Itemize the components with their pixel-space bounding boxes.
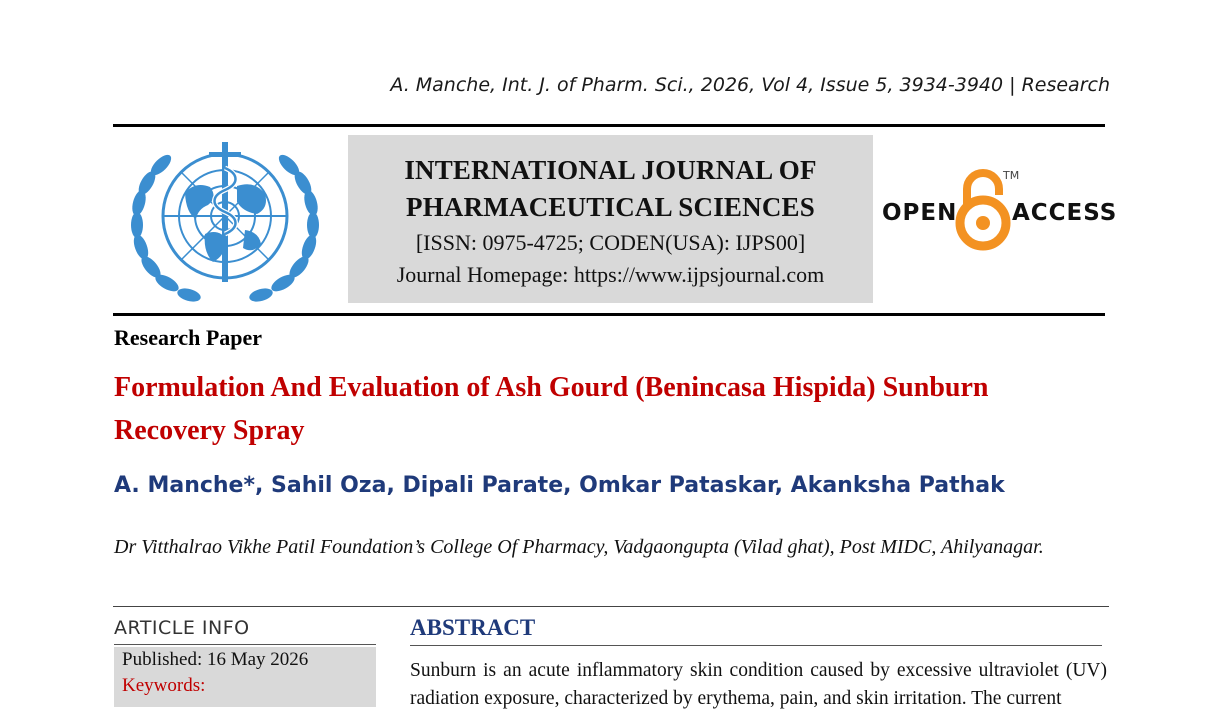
un-medical-emblem-icon (125, 138, 325, 304)
paper-type-label: Research Paper (114, 325, 263, 350)
open-access-access-text: ACCESS (1012, 200, 1118, 226)
article-info-rule (114, 644, 376, 645)
keywords-label: Keywords: (122, 675, 206, 696)
journal-header-box (348, 135, 873, 303)
header-top-rule (113, 124, 1105, 127)
paper-title: Formulation And Evaluation of Ash Gourd (Benincasa Hispida) Sunburn Recovery Spray (114, 372, 989, 446)
trademark-mark: TM (1003, 169, 1020, 182)
open-access-open-text: OPEN (882, 200, 958, 226)
journal-name-line-2: PHARMACEUTICAL SCIENCES (406, 192, 815, 222)
published-date: Published: 16 May 2026 (122, 649, 309, 670)
author-affiliation: Dr Vitthalrao Vikhe Patil Foundation’s College Of Pharmacy, Vadgaongupta (Vilad ghat), Post MIDC, Ahilyanagar. (114, 536, 1044, 558)
journal-citation: A. Manche, Int. J. of Pharm. Sci., 2026, Vol 4, Issue 5, 3934-3940 | Research (390, 74, 1110, 96)
open-access-logo (880, 165, 1118, 255)
journal-name-line-1: INTERNATIONAL JOURNAL OF (404, 155, 817, 185)
section-divider (113, 606, 1109, 607)
journal-name (348, 152, 873, 226)
article-info-heading: ARTICLE INFO (114, 617, 250, 639)
paper-authors: A. Manche*, Sahil Oza, Dipali Parate, Omkar Pataskar, Akanksha Pathak (114, 473, 1005, 498)
article-info-box (114, 647, 376, 707)
abstract-heading: ABSTRACT (410, 615, 536, 640)
abstract-text: Sunburn is an acute inflammatory skin condition caused by excessive ultraviolet (UV) radiation exposure, characterized by erythema, pain, and skin irritation. The current (410, 660, 1107, 709)
abstract-rule (410, 645, 1102, 646)
header-bottom-rule (113, 313, 1105, 316)
journal-homepage: Journal Homepage: https://www.ijpsjournal.com (396, 262, 825, 287)
journal-issn: [ISSN: 0975-4725; CODEN(USA): IJPS00] (415, 230, 806, 255)
